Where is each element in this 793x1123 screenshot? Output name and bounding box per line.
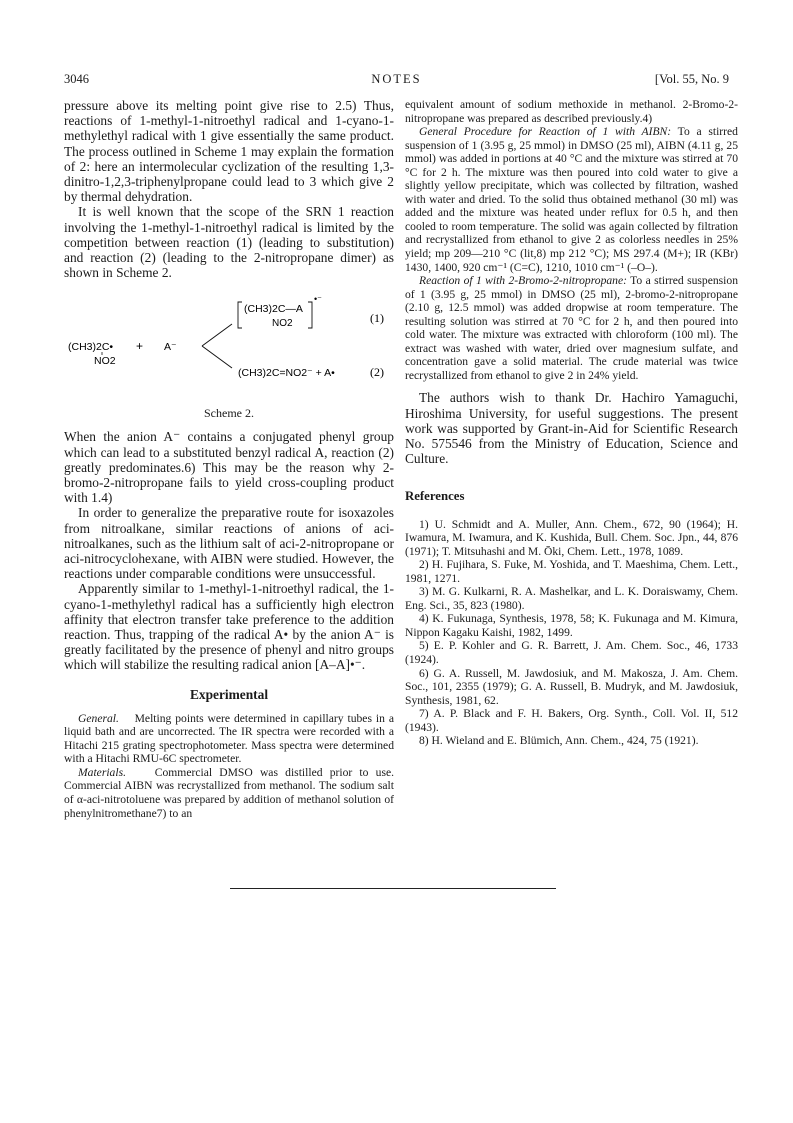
reference-item: 2) H. Fujihara, S. Fuke, M. Yoshida, and T. Maeshima, Chem. Lett., 1981, 1271. [405,558,738,585]
volume-info: [Vol. 55, No. 9 [654,72,729,86]
reference-item: 4) K. Fukunaga, Synthesis, 1978, 58; K. Fukunaga and M. Kimura, Nippon Kagaku Kaishi, 1982, 1499. [405,612,738,639]
page-number: 3046 [64,72,89,86]
procedure-2-label: Reaction of 1 with 2-Bromo-2-nitropropane: [419,274,627,288]
scheme-2 [64,288,394,400]
reference-item: 1) U. Schmidt and A. Muller, Ann. Chem., 672, 90 (1964); H. Iwamura, M. Iwamura, and K. Kushida, Bull. Chem. Soc. Jpn., 44, 876 (1971); T. Mitsuhashi and M. Ōki, Chem. Lett., 1978, 1089. [405,517,738,558]
procedure-1-text: To a stirred suspension of 1 (3.95 g, 25 mmol) in DMSO (25 ml), AIBN (4.11 g, 25 mmol) was added in portions at 40 °C and the mixture was stirred at 70 °C for 2 h. The mixture was then poured into cold water to give a slightly yellow precipitate, which was collected by filtration, washed with water and dried. To the solid thus obtained methanol (30 ml) was added and the mixture was heated under reflux for 0.5 h, and then cooled to room temperature. The solid was again collected by filtration and recrystallized from ethanol to give 2 as colorless needles in 25% yield; mp 209—210 °C (lit,8) mp 212 °C); MS 297.4 (M+); IR (KBr) 1430, 1400, 920 cm⁻¹ (C=C), 1210, 1010 cm⁻¹ (–O–). [405,125,738,274]
right-column [405,98,738,748]
equation-2-label: (2) [370,365,384,380]
product-2: (CH3)2C=NO2⁻ + A• [238,367,335,380]
anion: A⁻ [164,341,177,354]
product-1-nitro: NO2 [272,318,293,330]
materials-label: Materials. [78,765,126,779]
radical-anion-charge: •⁻ [314,294,322,305]
reactant-nitro: NO2 [94,355,116,368]
materials-text: Commercial DMSO was distilled prior to use. Commercial AIBN was recrystallized from methanol. The sodium salt of α-aci-nitrotoluene was prepared by addition of methanol solution of phenylnitromethane7) to an [64,765,394,820]
reference-item: 3) M. G. Kulkarni, R. A. Mashelkar, and L. K. Doraiswamy, Chem. Eng. Sci., 35, 823 (1980). [405,585,738,612]
reactant: (CH3)2C• [68,341,114,354]
references-title: References [405,488,465,503]
scheme-diagram [64,288,394,400]
scheme-caption: Scheme 2. [204,406,254,421]
materials-paragraph [64,766,394,820]
product-1: (CH3)2C—A [244,303,303,316]
procedure-1-label: General Procedure for Reaction of 1 with AIBN: [419,125,672,139]
end-rule [230,888,556,889]
paragraph: equivalent amount of sodium methoxide in methanol. 2-Bromo-2-nitropropane was prepared as described previously.4) [405,98,738,125]
general-paragraph [64,712,394,766]
reference-item: 5) E. P. Kohler and G. R. Barrett, J. Am. Chem. Soc., 46, 1733 (1924). [405,639,738,666]
reference-item: 7) A. P. Black and F. H. Bakers, Org. Synth., Coll. Vol. II, 512 (1943). [405,707,738,734]
paragraph: Apparently similar to 1-methyl-1-nitroethyl radical, the 1-cyano-1-methylethyl radical has a sufficiently high electron affinity that electron transfer take preference to the addition reaction. Thus, trapping of the radical A• by the anion A⁻ is greatly facilitated by the presence of phenyl and nitro groups which will stabilize the resulting radical anion [A–A]•⁻. [64,581,394,673]
section-title: Experimental [189,686,269,702]
paragraph: pressure above its melting point give rise to 2.5) Thus, reactions of 1-methyl-1-nitroethyl radical and 1-cyano-1-methylethyl radical with 1 give essentially the same product. The process outlined in Scheme 1 may explain the formation of 2: here an intermolecular cyclization of the resulting 1,3-dinitro-1,2,3-triphenylpropane could lead to 3 which give 2 by thermal dehydration. [64,98,394,205]
procedure-2-text: To a stirred suspension of 1 (3.95 g, 25 mmol) in DMSO (25 ml), 2-bromo-2-nitropropane (2.10 g, 12.5 mmol) was added dropwise at room temperature. The resulting solution was stirred at 70 °C for 2 h, and then poured into cold water. The mixture was extracted with chloroform (100 ml). The extract was washed with water, dried over magnesium sulfate, and concentration gave a solid material. The crude material was twice recrystallized from ethanol to give 2 in 24% yield. [405,274,738,382]
paragraph: It is well known that the scope of the SRN 1 reaction involving the 1-methyl-1-nitroethyl radical is limited by the competition between reaction (1) (leading to substitution) and reaction (2) (leading to the 2-nitropropane dimer) as shown in Scheme 2. [64,204,394,281]
procedure-1 [405,125,738,274]
journal-section: NOTES [371,72,422,86]
general-text: Melting points were determined in capillary tubes in a liquid bath and are uncorrected. The IR spectra were recorded with a Hitachi 215 grating spectrophotometer. Mass spectra were determined with a Hitachi RMU-6C spectrometer. [64,711,394,766]
reference-item: 8) H. Wieland and E. Blümich, Ann. Chem., 424, 75 (1921). [419,734,699,748]
paragraph: In order to generalize the preparative route for isoxazoles from nitroalkane, similar reactions of anions of aci-nitroalkanes, such as the lithium salt of aci-2-nitropropane or aci-nitrocyclohexane, with AIBN were studied. However, the reactions under comparable conditions were unsuccessful. [64,505,394,582]
page-header [64,72,729,88]
plus-sign: + [136,339,144,354]
procedure-2 [405,274,738,382]
equation-1-label: (1) [370,311,384,326]
left-column [64,98,394,820]
reference-item: 6) G. A. Russell, M. Jawdosiuk, and M. Makosza, J. Am. Chem. Soc., 101, 2355 (1979); G. A. Russell, B. Mudryk, and M. Jawdosiuk, Synthesis, 1981, 62. [405,666,738,707]
general-label: General. [78,711,119,725]
acknowledgment: The authors wish to thank Dr. Hachiro Yamaguchi, Hiroshima University, for useful suggestions. The present work was supported by Grant-in-Aid for Scientific Research No. 575546 from the Ministry of Education, Science and Culture. [405,390,738,467]
reference-list [405,518,738,748]
paragraph: When the anion A⁻ contains a conjugated phenyl group which can lead to a substituted benzyl radical A, reaction (2) greatly predominates.6) This may be the reason why 2-bromo-2-nitropropane fails to yield cross-coupling product with 1.4) [64,429,394,506]
